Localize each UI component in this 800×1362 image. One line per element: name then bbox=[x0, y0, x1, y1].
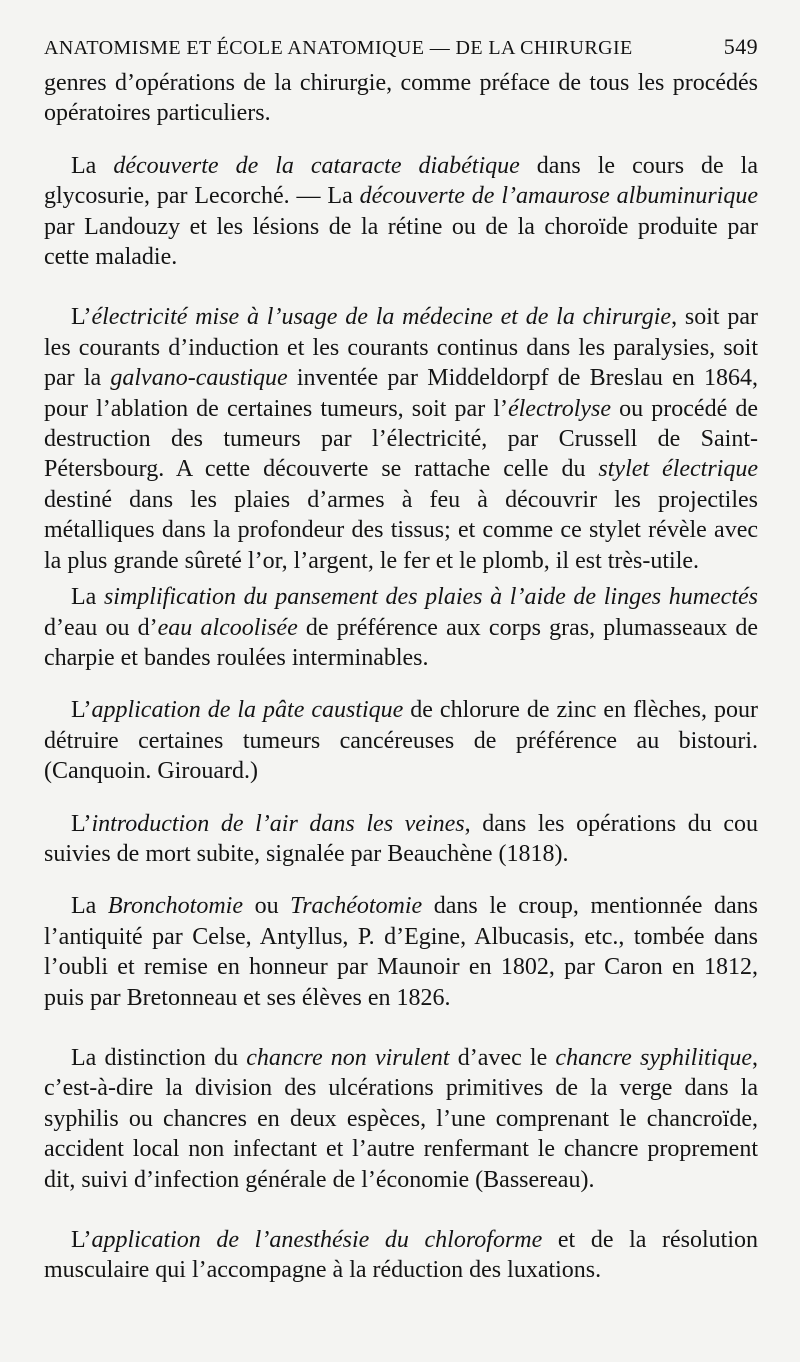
paragraph-continuation bbox=[44, 68, 758, 129]
italic-term: découverte de la cataracte diabétique bbox=[113, 152, 520, 179]
paragraph-air-veines bbox=[44, 809, 758, 870]
text-run: L’ bbox=[71, 810, 92, 837]
text-run: et de la résolution musculaire qui l’accompagne à la réduction des luxations. bbox=[44, 1227, 759, 1284]
text-run: de chlorure de zinc en flèches, pour détruire certaines tumeurs cancéreuses de préférence au bistouri. (Canquoin. Girouard.) bbox=[44, 697, 758, 785]
text-run: L’ bbox=[71, 1227, 92, 1253]
paragraph-electricite bbox=[44, 302, 758, 576]
text-run: dans le croup, mentionnée dans l’antiquité par Celse, Antyllus, P. d’Egine, Albucasis, etc., tombée dans l’oubli et remise en honneur par Maunoir en 1802, par Caron en 1812, puis par Bretonneau et ses élèves en 1826. bbox=[44, 893, 759, 1011]
italic-term: simplification du pansement des plaies à l’aide de linges humectés bbox=[103, 584, 758, 611]
italic-term: stylet électrique bbox=[598, 456, 758, 483]
italic-term: galvano-caustique bbox=[110, 365, 288, 392]
text-run: La bbox=[71, 893, 108, 920]
text-run: , dans les opérations du cou suivies de mort subite, signalée par Beauchène (1818). bbox=[44, 810, 759, 867]
text-run: d’avec le bbox=[449, 1044, 556, 1071]
italic-term: Trachéotomie bbox=[290, 893, 423, 920]
italic-term: Bronchotomie bbox=[107, 893, 243, 920]
text-run: ou procédé de destruction des tumeurs par l’électricité, par Crussell de Saint-Pétersbourg. A cette découverte se rattache celle du bbox=[44, 395, 758, 483]
text-run: par Landouzy et les lésions de la rétine ou de la choroïde produite par cette maladie. bbox=[44, 213, 758, 271]
italic-term: application de l’anesthésie du chloroforme bbox=[91, 1227, 543, 1253]
italic-term: électrolyse bbox=[507, 395, 612, 422]
paragraph-cataracte bbox=[44, 151, 758, 273]
text-run: ou bbox=[243, 893, 291, 920]
italic-term: électricité mise à l’usage de la médecine et de la chirurgie bbox=[91, 304, 672, 331]
text-run: La bbox=[71, 152, 114, 179]
paragraph-pate-caustique bbox=[44, 695, 758, 786]
running-title: ANATOMISME ET ÉCOLE ANATOMIQUE — DE LA CHIRURGIE bbox=[44, 37, 633, 59]
text-run: de préférence aux corps gras, plumasseaux de charpie et bandes roulées interminables. bbox=[44, 614, 759, 671]
text-run: d’eau ou d’ bbox=[44, 614, 158, 641]
text-run: L’ bbox=[71, 697, 92, 724]
italic-term: découverte de l’amaurose albuminurique bbox=[359, 183, 758, 210]
text-run: inventée par Middeldorpf de Breslau en 1864, pour l’ablation de certaines tumeurs, soit par l’ bbox=[44, 365, 759, 422]
text-run: , soit par les courants d’induction et les courants continus dans les paralysies, soit par la bbox=[44, 304, 758, 392]
paragraph-pansement bbox=[44, 582, 758, 673]
italic-term: chancre non virulent bbox=[246, 1044, 450, 1071]
paragraph-anesthesie bbox=[44, 1225, 758, 1286]
page-number: 549 bbox=[723, 34, 758, 59]
text-run: La bbox=[71, 584, 104, 611]
paragraph-chancre bbox=[44, 1043, 758, 1195]
italic-term: application de la pâte caustique bbox=[91, 697, 404, 724]
italic-term: chancre syphilitique bbox=[555, 1044, 752, 1071]
text-run: destiné dans les plaies d’armes à feu à découvrir les projectiles métalliques dans la profondeur des tissus; et comme ce stylet révèle avec la plus grande sûreté l’or, l’argent, le fer et le plomb, il est très-utile. bbox=[44, 486, 758, 574]
body-text bbox=[44, 68, 758, 1286]
italic-term: introduction de l’air dans les veines bbox=[91, 810, 465, 837]
text-run: dans le cours de la glycosurie, par Lecorché. — La bbox=[44, 152, 759, 210]
running-head bbox=[44, 34, 758, 60]
text-run: , c’est-à-dire la division des ulcérations primitives de la verge dans la syphilis ou chancres en deux espèces, l’une comprenant le chancroïde, accident local non infectant et l’autre renfermant le chancre proprement dit, suivi d’infection générale de l’économie (Bassereau). bbox=[44, 1044, 758, 1193]
text-run: La distinction du bbox=[71, 1044, 247, 1071]
paragraph-bronchotomie bbox=[44, 891, 758, 1013]
italic-term: eau alcoolisée bbox=[157, 614, 298, 641]
text-run: L’ bbox=[71, 304, 92, 331]
text-run: genres d’opérations de la chirurgie, comme préface de tous les procédés opératoires particuliers. bbox=[44, 70, 758, 127]
